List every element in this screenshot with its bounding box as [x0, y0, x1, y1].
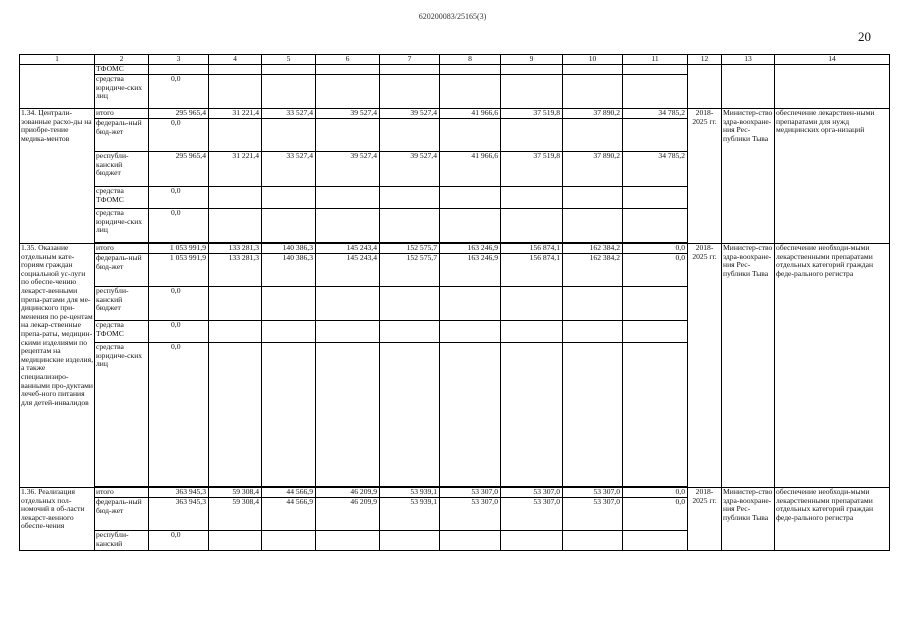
- years-cell: 2018-2025 гг.: [688, 109, 722, 244]
- column-number: 13: [722, 55, 775, 65]
- result-cell: обеспечение лекарствен-ными препаратами для нужд медицинских орга-низаций: [775, 109, 890, 244]
- value-cell: 152 575,7: [380, 254, 440, 287]
- value-cell: 37 519,8: [501, 152, 563, 187]
- column-number: 9: [501, 55, 563, 65]
- item-name-cell: [20, 65, 95, 109]
- years-cell: 2018-2025 гг.: [688, 488, 722, 551]
- funding-source: федераль-ный бюд-жет: [95, 119, 149, 152]
- value-cell: 34 785,2: [623, 152, 688, 187]
- column-number-row: [20, 55, 890, 65]
- funding-source: итого: [95, 244, 149, 254]
- result-cell: обеспечение необходи-мыми лекарственными препаратами отдельных категорий граждан феде-рального регистра: [775, 488, 890, 551]
- value-cell: 39 527,4: [316, 152, 380, 187]
- column-number: 2: [95, 55, 149, 65]
- value-cell: 53 307,0: [563, 498, 623, 531]
- value-cell: 0,0: [623, 498, 688, 531]
- column-number: 7: [380, 55, 440, 65]
- value-cell: 163 246,9: [440, 254, 501, 287]
- value-cell: 162 384,2: [563, 244, 623, 254]
- funding-source: республи-канский бюджет: [95, 287, 149, 321]
- value-cell: 156 874,1: [501, 244, 563, 254]
- document-id: 620200083/25165(3): [418, 12, 487, 21]
- value-cell: 53 307,0: [440, 488, 501, 498]
- column-number: 14: [775, 55, 890, 65]
- value-cell: 0,0: [149, 209, 209, 243]
- value-cell: 33 527,4: [262, 152, 316, 187]
- value-cell: 0,0: [623, 488, 688, 498]
- column-number: 6: [316, 55, 380, 65]
- page-number: 20: [858, 29, 871, 44]
- value-cell: 0,0: [149, 321, 209, 343]
- value-cell: 31 221,4: [209, 109, 262, 119]
- column-number: 11: [623, 55, 688, 65]
- value-cell: 0,0: [623, 244, 688, 254]
- value-cell: 41 966,6: [440, 109, 501, 119]
- value-cell: 31 221,4: [209, 152, 262, 187]
- executor-cell: Министер-ство здра-воохране-ния Рес-публики Тыва: [722, 488, 775, 551]
- column-number: 3: [149, 55, 209, 65]
- program-table: [19, 54, 890, 551]
- value-cell: 363 945,3: [149, 488, 209, 498]
- value-cell: 37 519,8: [501, 109, 563, 119]
- value-cell: 145 243,4: [316, 244, 380, 254]
- funding-source: республи-канский: [95, 531, 149, 551]
- table-row: [20, 65, 890, 75]
- value-cell: 0,0: [149, 287, 209, 321]
- funding-source: средства ТФОМС: [95, 187, 149, 209]
- column-number: 1: [20, 55, 95, 65]
- value-cell: 133 281,3: [209, 244, 262, 254]
- column-number: 5: [262, 55, 316, 65]
- item-name: 1.34. Централи-зованные расхо-ды на приобре-тение медика-ментов: [20, 109, 95, 244]
- value-cell: 39 527,4: [380, 152, 440, 187]
- value-cell: 1 053 991,9: [149, 254, 209, 287]
- value-cell: 59 308,4: [209, 488, 262, 498]
- item-name: 1.36. Реализация отдельных пол-номочий в об-ласти лекарст-венного обеспе-чения: [20, 488, 95, 551]
- value-cell: 0,0: [149, 119, 209, 152]
- value-cell: 39 527,4: [316, 109, 380, 119]
- funding-source: итого: [95, 488, 149, 498]
- column-number: 8: [440, 55, 501, 65]
- value-cell: 140 386,3: [262, 254, 316, 287]
- value-cell: 46 209,9: [316, 488, 380, 498]
- value-cell: 363 945,3: [149, 498, 209, 531]
- value-cell: 0,0: [149, 187, 209, 209]
- value-cell: 53 939,1: [380, 488, 440, 498]
- value-cell: 46 209,9: [316, 498, 380, 531]
- column-number: 12: [688, 55, 722, 65]
- value-cell: 163 246,9: [440, 244, 501, 254]
- value-cell: 34 785,2: [623, 109, 688, 119]
- value-cell: 59 308,4: [209, 498, 262, 531]
- value-cell: 33 527,4: [262, 109, 316, 119]
- funding-source: ТФОМС: [95, 65, 149, 75]
- value-cell: 295 965,4: [149, 109, 209, 119]
- value-cell: 295 965,4: [149, 152, 209, 187]
- value-cell: 0,0: [623, 254, 688, 287]
- value-cell: 53 307,0: [440, 498, 501, 531]
- value-cell: 53 307,0: [501, 488, 563, 498]
- value-cell: 37 890,2: [563, 109, 623, 119]
- value-cell: 140 386,3: [262, 244, 316, 254]
- funding-source: республи-канский бюджет: [95, 152, 149, 187]
- value-cell: 44 566,9: [262, 498, 316, 531]
- value-cell: 39 527,4: [380, 109, 440, 119]
- value-cell: 41 966,6: [440, 152, 501, 187]
- years-cell: 2018-2025 гг.: [688, 244, 722, 488]
- funding-source: федераль-ный бюд-жет: [95, 498, 149, 531]
- result-cell: обеспечение необходи-мыми лекарственными препаратами отдельных категорий граждан феде-рального регистра: [775, 244, 890, 488]
- column-number: 10: [563, 55, 623, 65]
- value-cell: 37 890,2: [563, 152, 623, 187]
- executor-cell: Министер-ство здра-воохране-ния Рес-публики Тыва: [722, 244, 775, 488]
- funding-source: средства юридиче-ских лиц: [95, 75, 149, 109]
- item-name: 1.35. Оказание отдельным кате-гориям граждан социальной ус-луги по обеспе-чению лекарст-венными препа-ратами для ме-дицинского при-менения по ре-центам на лекар-ственные препа-раты, медицин-скими изделиями по рецептам на медицинские изделия, а также специализиро-ванными про-дуктами лечеб-ного питания для детей-инвалидов: [20, 244, 95, 488]
- value-cell: 44 566,9: [262, 488, 316, 498]
- value-cell: 1 053 991,9: [149, 244, 209, 254]
- value-cell: 0,0: [149, 531, 209, 551]
- table-row: [20, 244, 890, 254]
- value-cell: 156 874,1: [501, 254, 563, 287]
- value-cell: 0,0: [149, 75, 209, 109]
- funding-source: средства ТФОМС: [95, 321, 149, 343]
- value-cell: 133 281,3: [209, 254, 262, 287]
- value-cell: 53 307,0: [563, 488, 623, 498]
- value-cell: 0,0: [149, 343, 209, 487]
- value-cell: 53 939,1: [380, 498, 440, 531]
- table-row: [20, 488, 890, 498]
- column-number: 4: [209, 55, 262, 65]
- funding-source: средства юридиче-ских лиц: [95, 343, 149, 487]
- funding-source: федераль-ный бюд-жет: [95, 254, 149, 287]
- value-cell: 53 307,0: [501, 498, 563, 531]
- table-row: [20, 109, 890, 119]
- funding-source: итого: [95, 109, 149, 119]
- value-cell: 162 384,2: [563, 254, 623, 287]
- value-cell: 145 243,4: [316, 254, 380, 287]
- funding-source: средства юридиче-ских лиц: [95, 209, 149, 243]
- executor-cell: Министер-ство здра-воохране-ния Рес-публики Тыва: [722, 109, 775, 244]
- value-cell: 152 575,7: [380, 244, 440, 254]
